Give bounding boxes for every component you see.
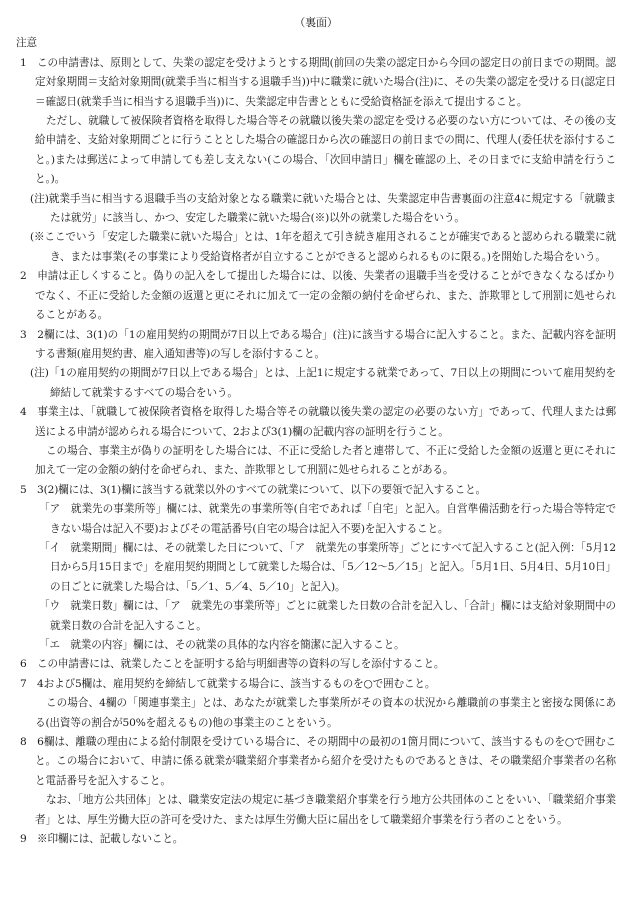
- note-item: 8 6欄は、離職の理由による給付制限を受けている場合に、その期間中の最初の1箇月間について、該当するものを○で囲むこと。この場合において、申請に係る就業が職業紹介事業者から紹介を受けたものであるときは、その職業紹介事業者の名称と電話番号を記入すること。: [20, 736, 616, 787]
- note-continuation: この場合、事業主が偽りの証明をした場合には、不正に受給した者と連帯して、不正に受給した金額の返還と更にそれに加えて一定の金額の納付を命ぜられ、また、詐欺罪として刑罰に処せられることがある。: [35, 444, 616, 477]
- note-item: 4 事業主は、「就職して被保険者資格を取得した場合等その就職以後失業の認定の必要のない方」であって、代理人または郵送による申請が認められる場合について、2および3(1)欄の記載内容の証明を行うこと。: [20, 406, 616, 438]
- note-annotation: (※ここでいう「安定した職業に就いた場合」とは、1年を超えて引き続き雇用されることが確実であると認められる職業に就き、または事業(その事業により受給資格者が自立することができると認められるものに限る。)を開始した場合をいう。: [30, 231, 616, 263]
- note-item: 7 4および5欄は、雇用契約を締結して就業する場合に、該当するものを○で囲むこと。: [20, 677, 436, 690]
- note-continuation: この場合、4欄の「関連事業主」とは、あなたが就業した事業所がその資本の状況から離職前の事業主と密接な関係にある(出資等の割合が50%を超えるもの)他の事業主のことをいう。: [35, 697, 616, 729]
- notes-body: [16, 54, 616, 850]
- note-annotation: (注)「1の雇用契約の期間が7日以上である場合」とは、上記1に規定する就業であって、7日以上の期間について雇用契約を締結して就業するすべての場合をいう。: [30, 367, 616, 399]
- note-subitem: 「ウ 就業日数」欄には、「ア 就業先の事業所等」ごとに就業した日数の合計を記入し、「合計」欄には支給対象期間中の就業日数の合計を記入すること。: [39, 600, 616, 632]
- note-subitem: 「エ 就業の内容」欄には、その就業の具体的な内容を簡潔に記入すること。: [39, 639, 405, 651]
- note-item: 3 2欄には、3(1)の「1の雇用契約の期間が7日以上である場合」(注)に該当する場合に記入すること。また、記載内容を証明する書類(雇用契約書、雇入通知書等)の写しを添付すること。: [20, 328, 616, 360]
- note-continuation: ただし、就職して被保険者資格を取得した場合等その就職以後失業の認定を受ける必要のない方については、その後の支給申請を、支給対象期間ごとに行うこととした場合の確認日から次の確認日の前日までの間に、代理人(委任状を添付すること。)または郵送によって申請しても差し支えない(この場合、「次回申請日」欄を確認の上、その日までに支給申請を行うこと。)。: [35, 115, 616, 186]
- note-continuation: なお、「地方公共団体」とは、職業安定法の規定に基づき職業紹介事業を行う地方公共団体のことをいい、「職業紹介事業者」とは、厚生労働大臣の許可を受けた、または厚生労働大臣に届出をして職業紹介事業を行う者のことをいう。: [35, 794, 616, 826]
- note-subitem: 「ア 就業先の事業所等」欄には、就業先の事業所等(自宅であれば「自宅」と記入。自営準備活動を行った場合等特定できない場合は記入不要)およびその電話番号(自宅の場合は記入不要)を記入すること。: [39, 503, 616, 535]
- note-item: 1 この申請書は、原則として、失業の認定を受けようとする期間(前回の失業の認定日から今回の認定日の前日までの期間。認定対象期間＝支給対象期間(就業手当に相当する退職手当))中に職業に就いた場合(注)に、その失業の認定を受ける日(認定日＝確認日(就業手当に相当する退職手当))に、失業認定申告書とともに受給資格証を添えて提出すること。: [20, 56, 616, 108]
- page-title: （裏面）: [294, 16, 338, 29]
- note-item: 9 ※印欄には、記載しないこと。: [20, 833, 184, 846]
- note-item: 2 申請は正しくすること。偽りの記入をして提出した場合には、以後、失業者の退職手当を受けることができなくなるばかりでなく、不正に受給した金額の返還と更にそれに加えて一定の金額の納付を命ぜられ、また、詐欺罪として刑罰に処せられることがある。: [20, 270, 616, 322]
- note-annotation: (注)就業手当に相当する退職手当の支給対象となる職業に就いた場合とは、失業認定申告書裏面の注意4に規定する「就職または就労」に該当し、かつ、安定した職業に就いた場合(※)以外の就業した場合をいう。: [30, 192, 616, 225]
- note-item: 6 この申請書には、就業したことを証明する給与明細書等の資料の写しを添付すること。: [20, 658, 445, 671]
- note-item: 5 3(2)欄には、3(1)欄に該当する就業以外のすべての就業について、以下の要領で記入すること。: [20, 483, 486, 496]
- notes-heading: 注意: [16, 37, 37, 50]
- note-subitem: 「イ 就業期間」欄には、その就業した日について、「ア 就業先の事業所等」ごとにすべて記入すること(記入例：「5月12日から5月15日まで」を雇用契約期間として就業した場合は、「5／12～5／15」と記入。「5月1日、5月4日、5月10日」の日ごとに就業した場合は、「5／1、5／4、5／10」と記入)。: [39, 541, 616, 593]
